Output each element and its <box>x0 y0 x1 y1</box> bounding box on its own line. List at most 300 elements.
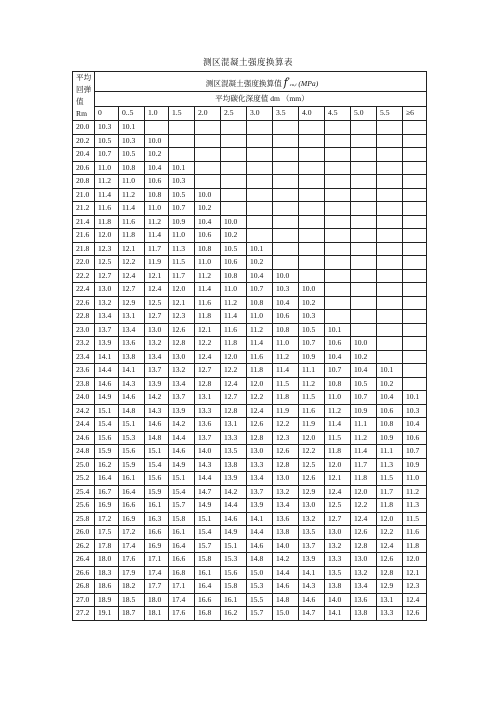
strength-value-cell <box>221 202 247 216</box>
strength-value-cell: 10.8 <box>325 377 351 391</box>
strength-value-cell: 11.9 <box>273 404 299 418</box>
strength-value-cell: 13.3 <box>325 553 351 567</box>
strength-value-cell <box>403 364 427 378</box>
strength-value-cell: 10.8 <box>119 161 145 175</box>
strength-value-cell: 16.4 <box>169 539 195 553</box>
strength-value-cell: 12.2 <box>273 418 299 432</box>
strength-value-cell: 13.8 <box>119 350 145 364</box>
strength-value-cell: 14.7 <box>299 607 325 621</box>
depth-column-header: 0..5 <box>119 106 145 120</box>
strength-value-cell: 10.2 <box>247 256 273 270</box>
strength-value-cell: 13.5 <box>299 526 325 540</box>
strength-value-cell: 14.1 <box>247 512 273 526</box>
strength-value-cell <box>377 310 403 324</box>
strength-value-cell <box>351 188 377 202</box>
strength-header <box>95 72 427 92</box>
strength-value-cell <box>325 269 351 283</box>
strength-value-cell: 18.5 <box>119 593 145 607</box>
strength-value-cell: 11.1 <box>377 445 403 459</box>
strength-value-cell: 10.8 <box>145 188 169 202</box>
strength-value-cell: 12.3 <box>403 580 427 594</box>
rebound-value-cell: 22.2 <box>73 269 95 283</box>
strength-value-cell: 11.5 <box>169 256 195 270</box>
strength-value-cell: 15.3 <box>247 580 273 594</box>
strength-value-cell: 12.1 <box>169 296 195 310</box>
strength-value-cell: 14.4 <box>169 431 195 445</box>
strength-value-cell: 10.7 <box>247 283 273 297</box>
strength-value-cell: 17.5 <box>95 526 119 540</box>
strength-value-cell: 13.2 <box>325 539 351 553</box>
strength-value-cell: 14.8 <box>273 593 299 607</box>
strength-value-cell <box>299 175 325 189</box>
strength-value-cell: 13.9 <box>95 337 119 351</box>
strength-value-cell: 16.4 <box>119 485 145 499</box>
strength-value-cell: 16.6 <box>195 593 221 607</box>
table-row <box>73 202 427 216</box>
strength-value-cell <box>325 296 351 310</box>
strength-value-cell: 13.7 <box>169 391 195 405</box>
rebound-value-cell: 22.8 <box>73 310 95 324</box>
strength-value-cell: 11.8 <box>403 539 427 553</box>
strength-value-cell <box>221 175 247 189</box>
strength-value-cell: 17.1 <box>169 580 195 594</box>
table-row <box>73 418 427 432</box>
strength-value-cell: 15.0 <box>273 607 299 621</box>
strength-value-cell <box>351 202 377 216</box>
table-row <box>73 175 427 189</box>
strength-value-cell: 10.5 <box>221 242 247 256</box>
strength-value-cell <box>247 175 273 189</box>
strength-value-cell: 13.6 <box>119 337 145 351</box>
strength-value-cell <box>299 161 325 175</box>
table-row <box>73 404 427 418</box>
table-row <box>73 283 427 297</box>
strength-value-cell: 13.0 <box>325 526 351 540</box>
strength-value-cell: 18.3 <box>95 566 119 580</box>
strength-value-cell <box>403 242 427 256</box>
strength-value-cell: 10.2 <box>195 202 221 216</box>
strength-value-cell: 10.6 <box>273 310 299 324</box>
strength-value-cell: 18.0 <box>95 553 119 567</box>
strength-value-cell: 14.9 <box>221 526 247 540</box>
strength-value-cell: 11.6 <box>119 215 145 229</box>
strength-value-cell <box>403 269 427 283</box>
strength-value-cell: 11.2 <box>247 323 273 337</box>
strength-value-cell: 10.3 <box>119 134 145 148</box>
strength-value-cell <box>351 121 377 135</box>
strength-value-cell: 15.4 <box>95 418 119 432</box>
strength-value-cell: 14.9 <box>95 391 119 405</box>
strength-value-cell: 10.1 <box>169 161 195 175</box>
strength-value-cell: 11.2 <box>403 485 427 499</box>
strength-value-cell: 13.2 <box>299 512 325 526</box>
strength-value-cell: 14.4 <box>247 526 273 540</box>
strength-value-cell: 15.0 <box>247 566 273 580</box>
strength-value-cell: 14.6 <box>247 539 273 553</box>
strength-value-cell: 12.5 <box>95 256 119 270</box>
strength-value-cell: 14.6 <box>169 445 195 459</box>
strength-value-cell <box>169 134 195 148</box>
strength-value-cell <box>403 350 427 364</box>
strength-value-cell <box>299 188 325 202</box>
strength-value-cell: 11.5 <box>273 377 299 391</box>
rebound-value-cell: 23.0 <box>73 323 95 337</box>
strength-value-cell <box>377 121 403 135</box>
strength-value-cell: 16.9 <box>95 499 119 513</box>
strength-value-cell: 14.8 <box>247 553 273 567</box>
strength-value-cell <box>351 283 377 297</box>
table-row <box>73 134 427 148</box>
strength-value-cell: 10.0 <box>221 215 247 229</box>
strength-value-cell: 12.0 <box>325 458 351 472</box>
strength-value-cell: 14.3 <box>145 404 169 418</box>
strength-value-cell: 14.2 <box>169 418 195 432</box>
strength-value-cell: 12.8 <box>195 377 221 391</box>
strength-value-cell <box>403 377 427 391</box>
depth-column-header-row <box>73 106 427 120</box>
strength-value-cell <box>351 134 377 148</box>
strength-value-cell <box>299 148 325 162</box>
strength-value-cell: 16.9 <box>145 539 169 553</box>
table-row <box>73 188 427 202</box>
rebound-value-cell: 20.4 <box>73 148 95 162</box>
strength-value-cell: 14.2 <box>273 553 299 567</box>
rebound-value-cell: 20.6 <box>73 161 95 175</box>
strength-value-cell: 11.8 <box>247 364 273 378</box>
strength-value-cell <box>377 296 403 310</box>
table-row <box>73 566 427 580</box>
strength-value-cell <box>247 134 273 148</box>
strength-value-cell: 13.8 <box>325 580 351 594</box>
strength-value-cell: 12.8 <box>221 404 247 418</box>
strength-value-cell: 12.6 <box>169 323 195 337</box>
strength-value-cell: 10.3 <box>169 175 195 189</box>
strength-value-cell: 15.8 <box>221 580 247 594</box>
strength-value-cell: 12.5 <box>145 296 169 310</box>
strength-value-cell: 11.2 <box>221 296 247 310</box>
rebound-value-cell: 26.6 <box>73 566 95 580</box>
rebound-value-cell: 24.2 <box>73 404 95 418</box>
strength-value-cell: 12.4 <box>119 269 145 283</box>
strength-value-cell: 11.8 <box>195 310 221 324</box>
strength-value-cell: 11.0 <box>145 202 169 216</box>
strength-value-cell: 10.6 <box>403 431 427 445</box>
strength-value-cell: 10.1 <box>377 364 403 378</box>
strength-value-cell <box>299 229 325 243</box>
strength-value-cell: 10.7 <box>403 445 427 459</box>
strength-value-cell: 10.3 <box>95 121 119 135</box>
strength-value-cell: 12.9 <box>299 485 325 499</box>
strength-value-cell: 13.6 <box>273 512 299 526</box>
strength-value-cell <box>351 161 377 175</box>
strength-value-cell <box>403 121 427 135</box>
strength-symbol-superscript: c <box>287 75 290 81</box>
table-row <box>73 445 427 459</box>
strength-value-cell <box>325 161 351 175</box>
table-row <box>73 121 427 135</box>
rebound-value-cell: 22.4 <box>73 283 95 297</box>
strength-value-cell <box>299 134 325 148</box>
depth-column-header: 5.0 <box>351 106 377 120</box>
strength-value-cell: 16.7 <box>95 485 119 499</box>
strength-value-cell: 11.4 <box>145 229 169 243</box>
strength-value-cell <box>273 202 299 216</box>
table-row <box>73 485 427 499</box>
strength-value-cell <box>273 256 299 270</box>
strength-value-cell: 15.8 <box>169 512 195 526</box>
strength-value-cell: 11.9 <box>145 256 169 270</box>
strength-value-cell: 16.6 <box>169 553 195 567</box>
strength-value-cell <box>325 121 351 135</box>
strength-value-cell <box>377 269 403 283</box>
strength-value-cell: 12.1 <box>145 269 169 283</box>
strength-value-cell: 13.4 <box>95 310 119 324</box>
strength-value-cell <box>403 161 427 175</box>
strength-value-cell: 14.1 <box>299 566 325 580</box>
strength-value-cell: 14.7 <box>195 485 221 499</box>
strength-value-cell <box>351 256 377 270</box>
strength-value-cell: 10.9 <box>351 404 377 418</box>
strength-value-cell <box>299 242 325 256</box>
strength-value-cell: 11.3 <box>403 499 427 513</box>
strength-value-cell: 12.1 <box>195 323 221 337</box>
depth-column-header: 1.5 <box>169 106 195 120</box>
strength-value-cell: 10.9 <box>377 431 403 445</box>
strength-value-cell <box>169 148 195 162</box>
strength-value-cell: 13.4 <box>247 472 273 486</box>
strength-value-cell <box>351 175 377 189</box>
strength-value-cell: 10.2 <box>351 350 377 364</box>
strength-value-cell: 13.4 <box>145 350 169 364</box>
strength-value-cell <box>221 188 247 202</box>
strength-value-cell <box>377 283 403 297</box>
strength-value-cell: 11.6 <box>299 404 325 418</box>
strength-value-cell: 14.8 <box>145 431 169 445</box>
strength-value-cell <box>221 121 247 135</box>
strength-value-cell: 12.6 <box>403 607 427 621</box>
strength-value-cell: 14.6 <box>273 580 299 594</box>
strength-value-cell <box>247 188 273 202</box>
strength-value-cell: 12.0 <box>95 229 119 243</box>
strength-value-cell: 17.4 <box>119 539 145 553</box>
rebound-value-cell: 21.4 <box>73 215 95 229</box>
strength-value-cell: 13.2 <box>145 337 169 351</box>
strength-value-cell: 13.6 <box>351 593 377 607</box>
strength-value-cell: 15.1 <box>221 539 247 553</box>
strength-value-cell: 17.4 <box>169 593 195 607</box>
strength-value-cell: 13.7 <box>95 323 119 337</box>
strength-value-cell <box>351 242 377 256</box>
header-row-title <box>73 72 427 92</box>
strength-value-cell: 11.4 <box>221 310 247 324</box>
strength-value-cell: 11.2 <box>299 377 325 391</box>
strength-value-cell: 11.5 <box>299 391 325 405</box>
strength-value-cell: 11.6 <box>247 350 273 364</box>
strength-value-cell <box>403 256 427 270</box>
strength-value-cell <box>325 229 351 243</box>
strength-value-cell: 12.5 <box>325 499 351 513</box>
strength-value-cell: 12.0 <box>351 485 377 499</box>
strength-value-cell: 14.6 <box>119 391 145 405</box>
strength-value-cell <box>247 161 273 175</box>
strength-value-cell: 13.8 <box>221 458 247 472</box>
strength-value-cell <box>403 337 427 351</box>
strength-value-cell: 17.6 <box>169 607 195 621</box>
strength-value-cell: 15.7 <box>247 607 273 621</box>
table-row <box>73 296 427 310</box>
strength-value-cell: 17.6 <box>119 553 145 567</box>
strength-value-cell: 11.5 <box>403 512 427 526</box>
strength-value-cell <box>145 121 169 135</box>
strength-value-cell: 14.0 <box>195 445 221 459</box>
strength-value-cell: 15.9 <box>95 445 119 459</box>
strength-value-cell <box>377 229 403 243</box>
strength-value-cell: 12.8 <box>377 566 403 580</box>
strength-value-cell: 13.9 <box>247 499 273 513</box>
strength-value-cell: 12.0 <box>221 350 247 364</box>
strength-value-cell: 11.0 <box>403 472 427 486</box>
strength-value-cell: 13.9 <box>299 553 325 567</box>
strength-value-cell: 19.1 <box>95 607 119 621</box>
strength-value-cell: 12.3 <box>169 310 195 324</box>
strength-value-cell: 14.1 <box>119 364 145 378</box>
strength-value-cell: 14.3 <box>119 377 145 391</box>
depth-column-header: 4.0 <box>299 106 325 120</box>
table-row <box>73 391 427 405</box>
strength-value-cell: 10.4 <box>377 391 403 405</box>
rebound-value-cell: 26.0 <box>73 526 95 540</box>
strength-value-cell: 10.2 <box>145 148 169 162</box>
table-row <box>73 593 427 607</box>
strength-value-cell: 13.0 <box>247 445 273 459</box>
strength-value-cell: 12.0 <box>403 553 427 567</box>
strength-value-cell <box>273 242 299 256</box>
strength-value-cell: 15.4 <box>195 526 221 540</box>
strength-value-cell <box>377 202 403 216</box>
rebound-value-cell: 25.2 <box>73 472 95 486</box>
strength-value-cell <box>351 148 377 162</box>
strength-value-cell: 10.4 <box>351 364 377 378</box>
strength-value-cell: 12.9 <box>377 580 403 594</box>
strength-value-cell: 14.0 <box>325 593 351 607</box>
strength-value-cell: 12.0 <box>299 431 325 445</box>
strength-value-cell: 11.0 <box>195 256 221 270</box>
strength-value-cell: 10.1 <box>403 391 427 405</box>
strength-value-cell: 11.3 <box>377 458 403 472</box>
strength-value-cell: 10.3 <box>273 283 299 297</box>
strength-value-cell: 14.2 <box>221 485 247 499</box>
strength-value-cell: 11.1 <box>299 364 325 378</box>
strength-value-cell: 12.3 <box>273 431 299 445</box>
strength-value-cell: 12.4 <box>195 350 221 364</box>
side-header-line-3: 值 <box>76 97 84 106</box>
strength-value-cell: 13.2 <box>273 485 299 499</box>
strength-value-cell: 12.2 <box>247 391 273 405</box>
side-header-line-1: 平均 <box>76 73 92 82</box>
strength-value-cell: 12.7 <box>119 283 145 297</box>
strength-value-cell <box>299 256 325 270</box>
strength-value-cell: 17.4 <box>145 566 169 580</box>
strength-value-cell: 17.7 <box>145 580 169 594</box>
strength-value-cell: 11.6 <box>221 323 247 337</box>
rebound-value-cell: 27.0 <box>73 593 95 607</box>
strength-value-cell: 13.9 <box>169 404 195 418</box>
rebound-value-cell: 24.8 <box>73 445 95 459</box>
strength-value-cell: 15.4 <box>145 458 169 472</box>
strength-value-cell <box>351 229 377 243</box>
rebound-value-cell: 27.2 <box>73 607 95 621</box>
strength-value-cell: 12.4 <box>221 377 247 391</box>
strength-value-cell: 18.1 <box>145 607 169 621</box>
table-row <box>73 310 427 324</box>
table-row <box>73 269 427 283</box>
strength-value-cell: 16.6 <box>119 499 145 513</box>
strength-value-cell: 11.1 <box>351 418 377 432</box>
strength-value-cell: 18.7 <box>119 607 145 621</box>
strength-value-cell: 13.0 <box>169 350 195 364</box>
strength-value-cell: 12.0 <box>247 377 273 391</box>
table-row <box>73 161 427 175</box>
rebound-value-cell: 23.4 <box>73 350 95 364</box>
strength-value-cell <box>169 121 195 135</box>
strength-value-cell <box>247 229 273 243</box>
strength-value-cell <box>377 242 403 256</box>
depth-column-header: 2.5 <box>221 106 247 120</box>
strength-value-cell: 18.0 <box>145 593 169 607</box>
strength-value-cell: 13.0 <box>145 323 169 337</box>
strength-value-cell: 10.1 <box>325 323 351 337</box>
strength-value-cell: 11.8 <box>273 391 299 405</box>
strength-value-cell: 10.5 <box>299 323 325 337</box>
table-row <box>73 148 427 162</box>
strength-value-cell <box>273 148 299 162</box>
strength-value-cell: 12.2 <box>351 499 377 513</box>
strength-value-cell: 14.3 <box>299 580 325 594</box>
rebound-value-cell: 24.6 <box>73 431 95 445</box>
depth-column-header: 0 <box>95 106 119 120</box>
strength-value-cell: 10.4 <box>247 269 273 283</box>
strength-value-cell: 12.4 <box>247 404 273 418</box>
strength-value-cell: 16.9 <box>119 512 145 526</box>
strength-value-cell: 14.4 <box>195 472 221 486</box>
strength-value-cell: 16.8 <box>169 566 195 580</box>
strength-value-cell: 11.2 <box>273 350 299 364</box>
strength-value-cell: 15.1 <box>95 404 119 418</box>
strength-value-cell: 13.9 <box>221 472 247 486</box>
strength-value-cell: 12.7 <box>145 310 169 324</box>
strength-value-cell: 13.8 <box>273 526 299 540</box>
strength-value-cell: 13.5 <box>325 566 351 580</box>
conversion-table <box>72 71 427 621</box>
rebound-value-cell: 25.8 <box>73 512 95 526</box>
strength-value-cell: 12.0 <box>169 283 195 297</box>
strength-value-cell <box>403 283 427 297</box>
strength-value-cell: 12.8 <box>247 431 273 445</box>
strength-value-cell: 12.1 <box>119 242 145 256</box>
table-row <box>73 553 427 567</box>
strength-value-cell: 10.7 <box>169 202 195 216</box>
strength-value-cell: 11.2 <box>119 188 145 202</box>
strength-value-cell: 17.2 <box>119 526 145 540</box>
strength-value-cell: 12.1 <box>403 566 427 580</box>
strength-value-cell: 10.6 <box>221 256 247 270</box>
strength-value-cell: 11.5 <box>377 472 403 486</box>
strength-value-cell: 10.7 <box>325 364 351 378</box>
strength-value-cell: 15.1 <box>195 512 221 526</box>
strength-value-cell <box>221 134 247 148</box>
strength-value-cell: 10.0 <box>195 188 221 202</box>
strength-value-cell: 10.4 <box>195 215 221 229</box>
